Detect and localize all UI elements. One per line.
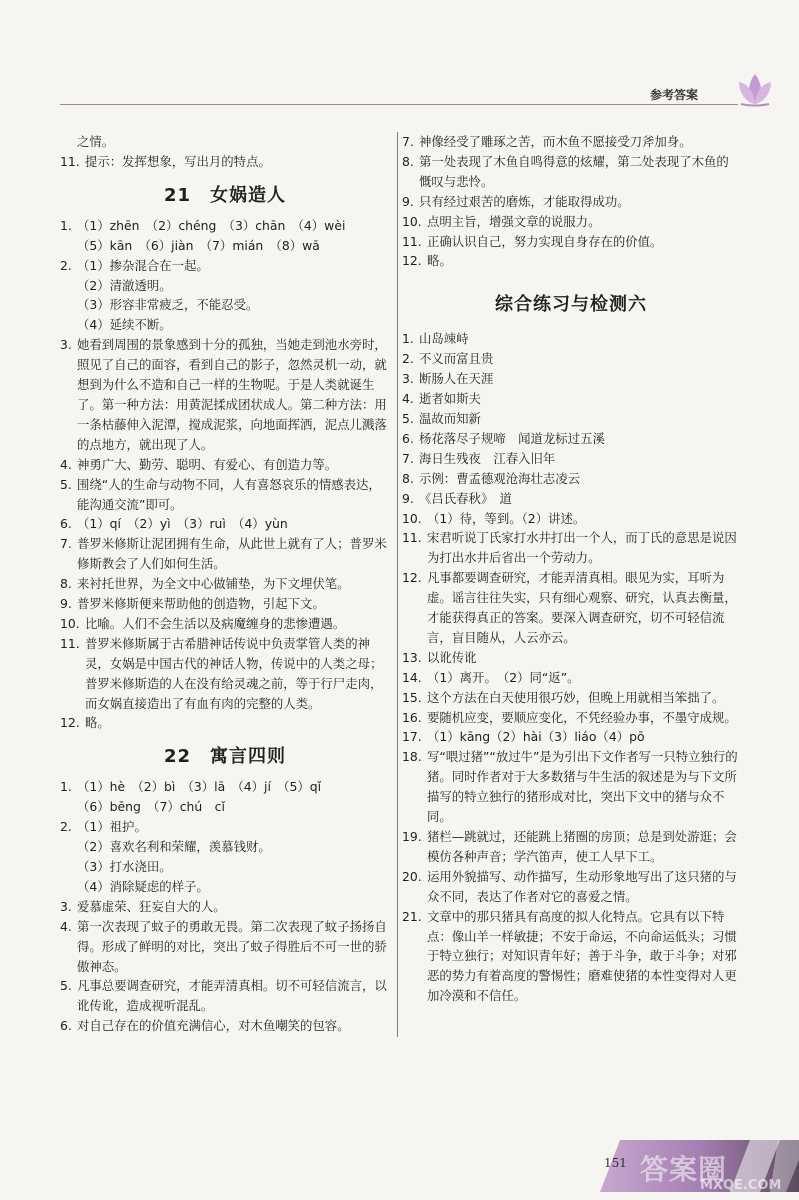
- answer-item: 16. 要随机应变，要顺应变化，不凭经验办事，不墨守成规。: [402, 709, 737, 725]
- right-column: [402, 132, 740, 1006]
- answer-item: 1. 山岛竦峙: [402, 331, 469, 347]
- page-number: 151: [604, 1156, 627, 1170]
- lotus-logo-icon: [735, 70, 775, 108]
- header-rule: [60, 104, 738, 105]
- answer-item: 6. 对自己存在的价值充满信心，对木鱼嘲笑的包容。: [60, 1018, 350, 1034]
- answer-item: 8. 第一处表现了木鱼自鸣得意的炫耀，第二处表现了木鱼的慨叹与悲怜。: [402, 153, 729, 189]
- section-title-22: 22 寓言四则: [163, 746, 287, 768]
- section-title-practice-6: 综合练习与检测六: [495, 294, 647, 316]
- answer-item: 5. 温故而知新: [402, 410, 481, 426]
- answer-item: 5. 凡事总要调查研究，才能弄清真相。切不可轻信流言，以讹传讹，造成视听混乱。: [60, 978, 387, 1014]
- answer-item: 15. 这个方法在白天使用很巧妙，但晚上用就相当笨拙了。: [402, 689, 725, 705]
- answer-item: 1. （1）zhēn （2）chéng （3）chān （4）wèi （5）kān （6）jiàn （7）mián （8）wā: [60, 217, 346, 253]
- answer-item: 13. 以讹传讹: [402, 649, 477, 665]
- answer-item: 2. 不义而富且贵: [402, 351, 494, 367]
- answer-item: 10. 比喻。人们不会生活以及病魔缠身的悲惨遭遇。: [60, 615, 346, 631]
- answer-item: 6. 杨花落尽子规啼 闻道龙标过五溪: [402, 430, 605, 446]
- answer-item: 17. （1）kāng（2）hài（3）liáo（4）pō: [402, 729, 645, 745]
- watermark-url: MXQE.COM: [700, 1178, 782, 1193]
- answer-item: 1. （1）hè （2）bì （3）lā （4）jí （5）qǐ （6）bēng （7）chú cǐ: [60, 779, 322, 815]
- answer-item: 20. 运用外貌描写、动作描写，生动形象地写出了这只猪的与众不同，表达了作者对它的喜爱之情。: [402, 868, 737, 904]
- answer-item: 2. （1）祖护。 （2）喜欢名利和荣耀，羡慕钱财。 （3）打水浇田。 （4）消除疑虑的样子。: [60, 819, 271, 894]
- header-label: 参考答案: [650, 88, 699, 102]
- answer-item: 8. 来衬托世界，为全文中心做铺垫，为下文埋伏笔。: [60, 576, 350, 592]
- section-title-21: 21 女娲造人: [163, 184, 287, 206]
- answer-item: 11. 普罗米修斯属于古希腊神话传说中负责掌管人类的神灵，女娲是中国古代的神话人物，传说中的人类之母；普罗米修斯造的人在没有给灵魂之前，等于行尸走肉，而女娲直接造出了有血有肉的完整的人类。: [60, 635, 383, 711]
- answer-item: 7. 普罗米修斯让泥团拥有生命，从此世上就有了人；普罗米修斯教会了人们如何生活。: [60, 536, 387, 572]
- answer-item: 3. 她看到周围的景象感到十分的孤独，当她走到池水旁时，照见了自己的面容，看到自己的影子，忽然灵机一动，就想到为什么不造和自己一样的生物呢。于是人类就诞生了。第一种方法：用黄泥揉成团状成人。第二种方法：用一条枯藤伸入泥潭，搅成泥浆，向地面挥洒，泥点儿溅落的点地方，就出现了人。: [60, 337, 387, 452]
- left-column: [60, 132, 390, 1036]
- column-divider: [397, 132, 398, 1037]
- answer-item: 11. 提示：发挥想象，写出月的特点。: [60, 153, 271, 169]
- answer-item: 12. 略。: [60, 715, 110, 731]
- answer-item: 10. 点明主旨，增强文章的说服力。: [402, 213, 601, 229]
- answer-item: 19. 猪栏—跳就过，还能跳上猪圈的房顶；总是到处游逛；会模仿各种声音；学汽笛声，使工人早下工。: [402, 829, 737, 864]
- answer-item: 11. 宋君听说丁氏家打水井打出一个人，而丁氏的意思是说因为打出水井后省出一个劳动力。: [402, 530, 737, 566]
- answer-item: 3. 爱慕虚荣、狂妄自大的人。: [60, 898, 226, 914]
- answer-item: 9. 只有经过艰苦的磨炼，才能取得成功。: [402, 193, 630, 209]
- answer-item: 4. 逝者如斯夫: [402, 391, 481, 407]
- answer-item: 7. 海日生残夜 江春入旧年: [402, 450, 556, 466]
- answer-item: 3. 断肠人在天涯: [402, 371, 494, 387]
- answer-item: 5. 围绕“人的生命与动物不同，人有喜怒哀乐的情感表达，能沟通交流”即可。: [60, 476, 381, 512]
- answer-item: 之情。: [77, 134, 115, 149]
- answer-item: 9. 《吕氏春秋》 道: [402, 490, 512, 506]
- answer-item: 4. 第一次表现了蚊子的勇敢无畏。第二次表现了蚊子扬扬自得。形成了鲜明的对比，突出了蚊子得胜后不可一世的骄傲神态。: [60, 918, 387, 974]
- answer-item: 2. （1）掺杂混合在一起。 （2）清澈透明。 （3）形容非常疲乏，不能忍受。 （4）延续不断。: [60, 257, 259, 333]
- answer-item: 7. 神像经受了雕琢之苦，而木鱼不愿接受刀斧加身。: [402, 134, 692, 149]
- answer-item: 21. 文章中的那只猪具有高度的拟人化特点。它具有以下特点：像山羊一样敏捷；不安于命运，不向命运低头；习惯于特立独行；对知识青年好；善于斗争，敢于斗争；对邪恶的势力有着高度的警惕性；磨难使猪的本性变得对人更加冷漠和不信任。: [402, 908, 737, 1004]
- answer-item: 11. 正确认识自己，努力实现自身存在的价值。: [402, 233, 663, 249]
- answer-item: 14. （1）离开。 （2）同“返”。: [402, 669, 580, 685]
- answer-item: 12. 略。: [402, 253, 452, 269]
- answer-item: 18. 写“喂过猪”“放过牛”是为引出下文作者写一只特立独行的猪。同时作者对于大多数猪与牛生活的叙述是为与下文所描写的特立独行的猪形成对比，突出下文中的猪与众不同。: [402, 749, 738, 825]
- answer-item: 12. 凡事都要调查研究，才能弄清真相。眼见为实，耳听为虚。谣言往往失实，只有细心观察、研究，认真去衡量，才能获得真正的答案。要深入调查研究，切不可轻信流言，盲目随从，人云亦云。: [402, 570, 737, 645]
- answer-item: 4. 神勇广大、勤劳、聪明、有爱心、有创造力等。: [60, 456, 338, 472]
- answer-item: 9. 普罗米修斯便来帮助他的创造物，引起下文。: [60, 596, 325, 612]
- answer-item: 6. （1）qí （2）yì （3）ruì （4）yùn: [60, 516, 288, 532]
- watermark-logo: 答案圈: [640, 1153, 728, 1186]
- answer-item: 10. （1）待，等到。（2）讲述。: [402, 510, 586, 526]
- answer-item: 8. 示例：曹孟德观沧海壮志凌云: [402, 470, 581, 486]
